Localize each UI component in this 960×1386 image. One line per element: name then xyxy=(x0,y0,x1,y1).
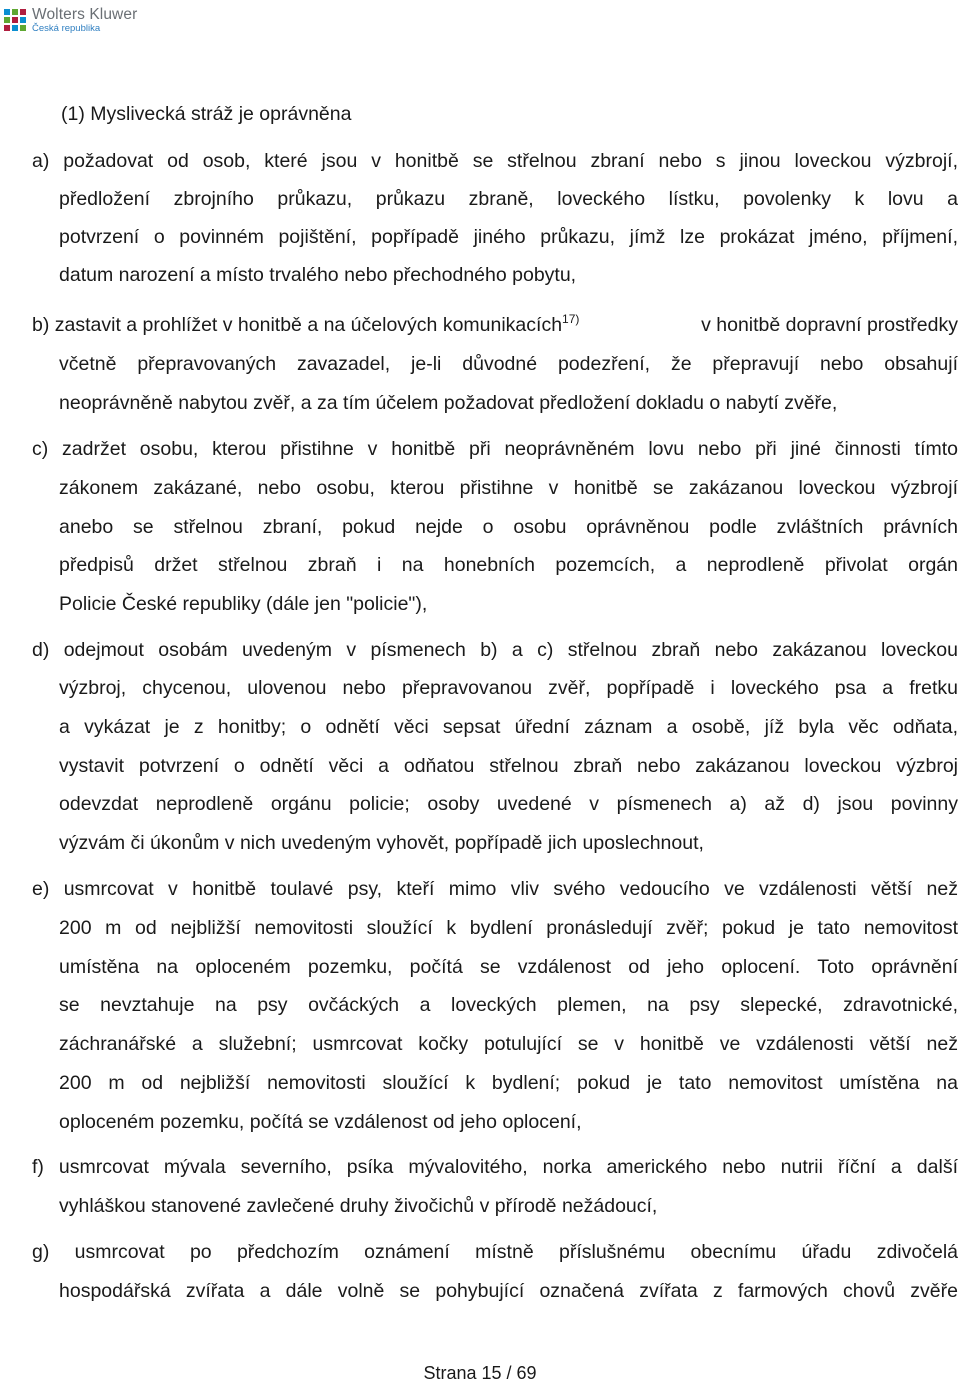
item-b-line-3: neoprávněně nabytou zvěř, a za tím účelem požadovat předložení dokladu o nabytí zvěře, xyxy=(59,392,838,414)
item-e-line-2: 200 m od nejbližší nemovitosti sloužící k bydlení pronásledují zvěř; pokud je tato nemovitost xyxy=(59,917,958,939)
footnote-ref: 17) xyxy=(562,312,580,326)
item-b-line-2: včetně přepravovaných zavazadel, je-li důvodné podezření, že přepravují nebo obsahují xyxy=(59,353,958,375)
item-c-line-4: předpisů držet střelnou zbraň i na honebních pozemcích, a neprodleně přivolat orgán xyxy=(59,554,958,576)
item-e-line-5: záchranářské a služební; usmrcovat kočky potulující se v honitbě ve vzdálenosti větší než xyxy=(59,1033,958,1055)
item-a-line-1: a) požadovat od osob, které jsou v honitbě se střelnou zbraní nebo s jinou loveckou výzbrojí, xyxy=(32,150,958,172)
item-f-line-1: f) usmrcovat mývala severního, psíka mývalovitého, norka amerického nebo nutrii říční a další xyxy=(32,1156,958,1178)
item-d-line-2: výzbroj, chycenou, ulovenou nebo přepravovanou zvěř, popřípadě i loveckého psa a fretku xyxy=(59,677,958,699)
item-e-line-6: 200 m od nejbližší nemovitosti sloužící k bydlení; pokud je tato nemovitost umístěna na xyxy=(59,1072,958,1094)
item-c-line-3: anebo se střelnou zbraní, pokud nejde o osobu oprávněnou podle zvláštních právních xyxy=(59,516,958,538)
item-b-line-1-tail: v honitbě dopravní prostředky xyxy=(701,314,958,336)
item-e-line-3: umístěna na oploceném pozemku, počítá se vzdálenost od jeho oplocení. Toto oprávnění xyxy=(59,956,958,978)
item-e-line-1: e) usmrcovat v honitbě toulavé psy, kteří mimo vliv svého vedoucího ve vzdálenosti větší než xyxy=(32,878,958,900)
item-e-line-4: se nevztahuje na psy ovčáckých a loveckých plemen, na psy slepecké, zdravotnické, xyxy=(59,994,958,1016)
logo-subtitle: Česká republika xyxy=(32,23,101,34)
page-number: Strana 15 / 69 xyxy=(423,1363,537,1383)
item-a-line-3: potvrzení o povinném pojištění, popřípadě jiného průkazu, jímž lze prokázat jméno, příjmení, xyxy=(59,226,958,248)
item-d-line-5: odevzdat neprodleně orgánu policie; osoby uvedené v písmenech a) až d) jsou povinny xyxy=(59,793,958,815)
item-d-line-4: vystavit potvrzení o odnětí věci a odňatou střelnou zbraň nebo zakázanou loveckou výzbroj xyxy=(59,755,958,777)
item-b-line-1 xyxy=(32,314,958,337)
item-c-line-1: c) zadržet osobu, kterou přistihne v honitbě při neoprávněném lovu nebo při jiné činnosti tímto xyxy=(32,438,958,460)
item-d-line-1: d) odejmout osobám uvedeným v písmenech b) a c) střelnou zbraň nebo zakázanou loveckou xyxy=(32,639,958,661)
item-d-line-6: výzvám či úkonům v nich uvedeným vyhovět, popřípadě jich uposlechnout, xyxy=(59,832,704,854)
section-heading: (1) Myslivecká stráž je oprávněna xyxy=(61,103,352,125)
logo-name: Wolters Kluwer xyxy=(32,5,138,23)
wolters-kluwer-logo-icon xyxy=(3,8,27,32)
item-d-line-3: a vykázat je z honitby; o odnětí věci sepsat úřední záznam a osobě, jíž byla věc odňata, xyxy=(59,716,958,738)
publisher-logo xyxy=(3,3,137,37)
item-g-line-2: hospodářská zvířata a dále volně se pohybující označená zvířata z farmových chovů zvěře xyxy=(59,1280,958,1302)
item-a-line-4: datum narození a místo trvalého nebo přechodného pobytu, xyxy=(59,264,577,286)
item-a-line-2: předložení zbrojního průkazu, průkazu zbraně, loveckého lístku, povolenky k lovu a xyxy=(59,188,958,210)
item-c-line-2: zákonem zakázané, nebo osobu, kterou přistihne v honitbě se zakázanou loveckou výzbrojí xyxy=(59,477,958,499)
item-c-line-5: Policie České republiky (dále jen "policie"), xyxy=(59,593,428,615)
item-f-line-2: vyhláškou stanovené zavlečené druhy živočichů v přírodě nežádoucí, xyxy=(59,1195,658,1217)
item-b-line-1-text: b) zastavit a prohlížet v honitbě a na účelových komunikacích$^{17)}$ xyxy=(32,312,580,336)
item-e-line-7: oploceném pozemku, počítá se vzdálenost od jeho oplocení, xyxy=(59,1111,582,1133)
item-g-line-1: g) usmrcovat po předchozím oznámení místně příslušnému obecnímu úřadu zdivočelá xyxy=(32,1241,958,1263)
